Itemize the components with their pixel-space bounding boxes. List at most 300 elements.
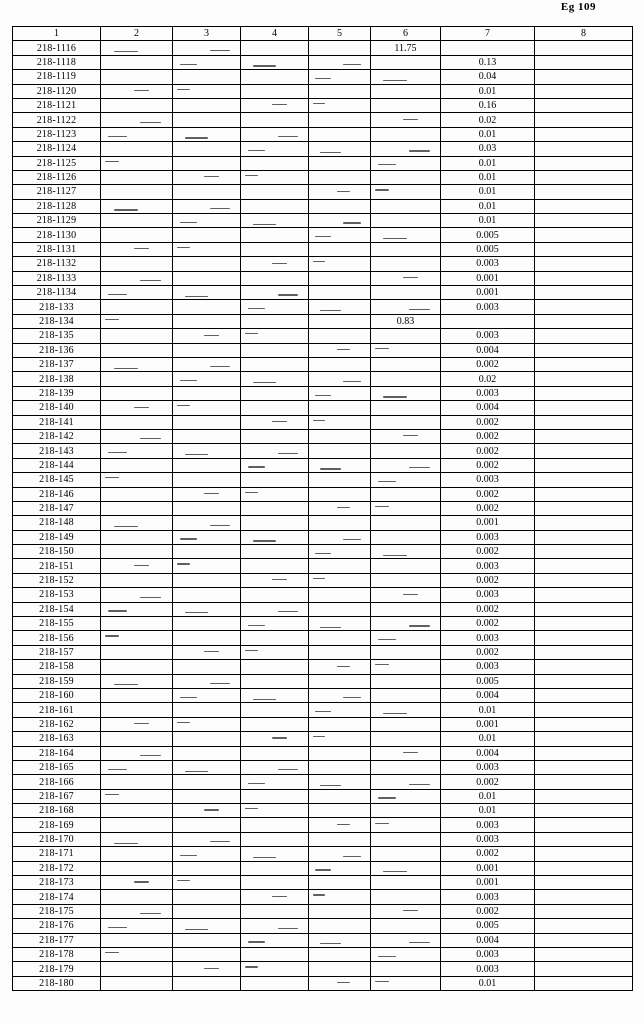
data-cell-col6 bbox=[371, 473, 441, 487]
data-cell-col2 bbox=[101, 660, 173, 674]
data-cell-col3 bbox=[173, 415, 241, 429]
data-cell-col4 bbox=[241, 602, 309, 616]
scan-artifact bbox=[383, 238, 406, 239]
data-cell-col7: 0.003 bbox=[441, 948, 535, 962]
data-cell-col3 bbox=[173, 746, 241, 760]
data-cell-col8 bbox=[535, 444, 633, 458]
scan-artifact bbox=[253, 540, 276, 541]
scan-artifact bbox=[315, 395, 331, 396]
data-cell-col7: 0.003 bbox=[441, 660, 535, 674]
scan-artifact bbox=[105, 319, 119, 320]
data-cell-col5 bbox=[309, 545, 371, 559]
data-cell-col8 bbox=[535, 919, 633, 933]
data-cell-col7: 0.003 bbox=[441, 760, 535, 774]
scan-artifact bbox=[375, 823, 389, 824]
table-row bbox=[13, 300, 633, 314]
data-cell-col5 bbox=[309, 588, 371, 602]
data-cell-col4 bbox=[241, 415, 309, 429]
scan-artifact bbox=[313, 261, 325, 262]
data-cell-col7: 0.002 bbox=[441, 775, 535, 789]
data-cell-col8 bbox=[535, 703, 633, 717]
data-cell-col5 bbox=[309, 890, 371, 904]
scan-artifact bbox=[140, 280, 161, 281]
scan-artifact bbox=[320, 310, 341, 311]
data-cell-col4 bbox=[241, 516, 309, 530]
data-cell-col2 bbox=[101, 775, 173, 789]
data-cell-col6 bbox=[371, 228, 441, 242]
scan-artifact bbox=[375, 506, 389, 507]
data-cell-col8 bbox=[535, 775, 633, 789]
table-row bbox=[13, 357, 633, 371]
table-row bbox=[13, 674, 633, 688]
data-cell-col6: 0.83 bbox=[371, 314, 441, 328]
data-cell-col3 bbox=[173, 473, 241, 487]
scan-artifact bbox=[245, 650, 258, 651]
data-cell-col5 bbox=[309, 645, 371, 659]
scan-artifact bbox=[378, 639, 396, 640]
row-id-cell: 218-170 bbox=[13, 832, 101, 846]
data-cell-col4 bbox=[241, 156, 309, 170]
data-cell-col6 bbox=[371, 156, 441, 170]
table-row bbox=[13, 501, 633, 515]
data-cell-col7: 0.001 bbox=[441, 717, 535, 731]
scan-artifact bbox=[409, 467, 430, 468]
scan-artifact bbox=[140, 122, 161, 123]
data-cell-col3 bbox=[173, 660, 241, 674]
scan-artifact bbox=[177, 722, 190, 723]
data-cell-col6 bbox=[371, 545, 441, 559]
scan-artifact bbox=[204, 493, 219, 494]
column-header-6: 6 bbox=[371, 27, 441, 41]
table-row bbox=[13, 257, 633, 271]
data-cell-col5 bbox=[309, 804, 371, 818]
row-id-cell: 218-1124 bbox=[13, 142, 101, 156]
data-cell-col5 bbox=[309, 185, 371, 199]
data-cell-col7: 0.003 bbox=[441, 559, 535, 573]
data-cell-col2 bbox=[101, 760, 173, 774]
data-cell-col3 bbox=[173, 242, 241, 256]
scan-artifact bbox=[337, 982, 350, 983]
data-cell-col3 bbox=[173, 372, 241, 386]
row-id-cell: 218-164 bbox=[13, 746, 101, 760]
row-id-cell: 218-1119 bbox=[13, 70, 101, 84]
data-cell-col5 bbox=[309, 156, 371, 170]
data-cell-col2 bbox=[101, 573, 173, 587]
data-cell-col7: 0.02 bbox=[441, 372, 535, 386]
data-cell-col2 bbox=[101, 688, 173, 702]
scan-artifact bbox=[108, 927, 126, 928]
data-cell-col8 bbox=[535, 818, 633, 832]
data-cell-col8 bbox=[535, 933, 633, 947]
data-cell-col5 bbox=[309, 660, 371, 674]
data-cell-col3 bbox=[173, 545, 241, 559]
data-cell-col4 bbox=[241, 545, 309, 559]
data-cell-col6 bbox=[371, 933, 441, 947]
table-row bbox=[13, 530, 633, 544]
data-cell-col7 bbox=[441, 41, 535, 55]
data-cell-col2 bbox=[101, 55, 173, 69]
scan-artifact bbox=[210, 50, 230, 51]
data-cell-col3 bbox=[173, 976, 241, 990]
data-cell-col3 bbox=[173, 962, 241, 976]
data-cell-col8 bbox=[535, 847, 633, 861]
scan-artifact bbox=[403, 435, 418, 436]
table-row bbox=[13, 516, 633, 530]
row-id-cell: 218-135 bbox=[13, 329, 101, 343]
scan-artifact bbox=[315, 78, 331, 79]
data-cell-col5 bbox=[309, 199, 371, 213]
table-row bbox=[13, 631, 633, 645]
table-row bbox=[13, 127, 633, 141]
data-cell-col2 bbox=[101, 732, 173, 746]
scan-artifact bbox=[278, 294, 298, 295]
scan-artifact bbox=[337, 824, 350, 825]
scan-artifact bbox=[278, 453, 298, 454]
table-row bbox=[13, 732, 633, 746]
data-cell-col3 bbox=[173, 904, 241, 918]
data-cell-col5 bbox=[309, 98, 371, 112]
table-body bbox=[13, 41, 633, 991]
data-cell-col5 bbox=[309, 473, 371, 487]
table-row bbox=[13, 444, 633, 458]
table-row bbox=[13, 156, 633, 170]
scan-artifact bbox=[108, 136, 126, 137]
data-cell-col5 bbox=[309, 228, 371, 242]
data-cell-col6 bbox=[371, 487, 441, 501]
data-cell-col7: 0.01 bbox=[441, 732, 535, 746]
scan-artifact bbox=[140, 755, 161, 756]
scan-artifact bbox=[210, 841, 230, 842]
data-cell-col5 bbox=[309, 559, 371, 573]
row-id-cell: 218-1125 bbox=[13, 156, 101, 170]
scan-artifact bbox=[114, 526, 138, 527]
data-cell-col4 bbox=[241, 314, 309, 328]
data-cell-col3 bbox=[173, 617, 241, 631]
scan-artifact bbox=[245, 808, 258, 809]
data-cell-col8 bbox=[535, 976, 633, 990]
data-cell-col2 bbox=[101, 228, 173, 242]
data-cell-col6 bbox=[371, 516, 441, 530]
scan-artifact bbox=[375, 981, 389, 982]
data-cell-col8 bbox=[535, 286, 633, 300]
data-cell-col3 bbox=[173, 156, 241, 170]
data-cell-col7: 0.001 bbox=[441, 876, 535, 890]
data-cell-col5 bbox=[309, 631, 371, 645]
data-cell-col7: 0.001 bbox=[441, 271, 535, 285]
scan-artifact bbox=[177, 405, 190, 406]
data-cell-col6 bbox=[371, 113, 441, 127]
data-cell-col5 bbox=[309, 976, 371, 990]
data-cell-col8 bbox=[535, 487, 633, 501]
scan-artifact bbox=[134, 248, 150, 249]
scan-artifact bbox=[180, 538, 197, 539]
data-cell-col7: 0.01 bbox=[441, 127, 535, 141]
data-cell-col8 bbox=[535, 473, 633, 487]
data-cell-col7: 0.002 bbox=[441, 545, 535, 559]
table-row bbox=[13, 746, 633, 760]
data-cell-col4 bbox=[241, 631, 309, 645]
data-cell-col6 bbox=[371, 688, 441, 702]
row-id-cell: 218-151 bbox=[13, 559, 101, 573]
scan-artifact bbox=[180, 855, 197, 856]
data-cell-col4 bbox=[241, 703, 309, 717]
data-cell-col3 bbox=[173, 703, 241, 717]
scan-artifact bbox=[134, 881, 150, 882]
scan-artifact bbox=[343, 856, 361, 857]
scan-artifact bbox=[108, 294, 126, 295]
data-cell-col4 bbox=[241, 401, 309, 415]
scan-artifact bbox=[140, 438, 161, 439]
data-cell-col5 bbox=[309, 876, 371, 890]
scan-artifact bbox=[185, 296, 208, 297]
table-row bbox=[13, 415, 633, 429]
scan-artifact bbox=[114, 684, 138, 685]
data-cell-col6 bbox=[371, 631, 441, 645]
data-cell-col3 bbox=[173, 876, 241, 890]
scan-artifact bbox=[204, 651, 219, 652]
row-id-cell: 218-147 bbox=[13, 501, 101, 515]
data-cell-col2 bbox=[101, 300, 173, 314]
data-cell-col8 bbox=[535, 329, 633, 343]
data-cell-col3 bbox=[173, 170, 241, 184]
data-cell-col6 bbox=[371, 242, 441, 256]
table-row bbox=[13, 573, 633, 587]
data-cell-col2 bbox=[101, 142, 173, 156]
data-cell-col7: 0.002 bbox=[441, 429, 535, 443]
data-cell-col6 bbox=[371, 904, 441, 918]
data-cell-col3 bbox=[173, 760, 241, 774]
data-cell-col4 bbox=[241, 228, 309, 242]
data-cell-col6 bbox=[371, 415, 441, 429]
data-cell-col5 bbox=[309, 861, 371, 875]
scan-artifact bbox=[403, 119, 418, 120]
data-cell-col8 bbox=[535, 343, 633, 357]
data-cell-col7 bbox=[441, 314, 535, 328]
data-cell-col5 bbox=[309, 271, 371, 285]
data-cell-col2 bbox=[101, 487, 173, 501]
scan-artifact bbox=[313, 894, 325, 895]
data-cell-col8 bbox=[535, 458, 633, 472]
data-cell-col3 bbox=[173, 185, 241, 199]
table-row bbox=[13, 329, 633, 343]
data-cell-col6 bbox=[371, 170, 441, 184]
data-cell-col2 bbox=[101, 832, 173, 846]
column-header-8: 8 bbox=[535, 27, 633, 41]
scan-artifact bbox=[375, 664, 389, 665]
data-cell-col3 bbox=[173, 314, 241, 328]
data-cell-col7: 0.03 bbox=[441, 142, 535, 156]
data-cell-col2 bbox=[101, 343, 173, 357]
row-id-cell: 218-1122 bbox=[13, 113, 101, 127]
data-cell-col7: 0.01 bbox=[441, 976, 535, 990]
data-cell-col5 bbox=[309, 617, 371, 631]
data-cell-col3 bbox=[173, 386, 241, 400]
data-cell-col2 bbox=[101, 933, 173, 947]
data-cell-col5 bbox=[309, 573, 371, 587]
data-cell-col8 bbox=[535, 257, 633, 271]
scan-artifact bbox=[248, 308, 265, 309]
scan-artifact bbox=[337, 666, 350, 667]
data-cell-col4 bbox=[241, 386, 309, 400]
data-cell-col4 bbox=[241, 473, 309, 487]
data-cell-col2 bbox=[101, 804, 173, 818]
data-cell-col2 bbox=[101, 861, 173, 875]
data-cell-col7: 0.004 bbox=[441, 343, 535, 357]
scan-artifact bbox=[108, 769, 126, 770]
data-cell-col3 bbox=[173, 98, 241, 112]
row-id-cell: 218-146 bbox=[13, 487, 101, 501]
data-cell-col4 bbox=[241, 775, 309, 789]
data-cell-col6 bbox=[371, 271, 441, 285]
data-cell-col4 bbox=[241, 617, 309, 631]
data-cell-col8 bbox=[535, 199, 633, 213]
table-row bbox=[13, 199, 633, 213]
data-cell-col8 bbox=[535, 156, 633, 170]
data-cell-col6 bbox=[371, 789, 441, 803]
row-id-cell: 218-172 bbox=[13, 861, 101, 875]
row-id-cell: 218-160 bbox=[13, 688, 101, 702]
data-cell-col3 bbox=[173, 717, 241, 731]
data-cell-col6 bbox=[371, 501, 441, 515]
data-cell-col5 bbox=[309, 703, 371, 717]
data-cell-col6 bbox=[371, 674, 441, 688]
row-id-cell: 218-148 bbox=[13, 516, 101, 530]
data-cell-col3 bbox=[173, 861, 241, 875]
row-id-cell: 218-141 bbox=[13, 415, 101, 429]
data-cell-col3 bbox=[173, 688, 241, 702]
data-cell-col5 bbox=[309, 329, 371, 343]
data-cell-col5 bbox=[309, 717, 371, 731]
data-cell-col7: 0.002 bbox=[441, 602, 535, 616]
data-cell-col7: 0.003 bbox=[441, 818, 535, 832]
data-cell-col8 bbox=[535, 588, 633, 602]
data-cell-col6 bbox=[371, 876, 441, 890]
row-id-cell: 218-144 bbox=[13, 458, 101, 472]
data-cell-col6 bbox=[371, 617, 441, 631]
data-cell-col4 bbox=[241, 588, 309, 602]
scan-artifact bbox=[313, 103, 325, 104]
data-cell-col6 bbox=[371, 84, 441, 98]
row-id-cell: 218-1132 bbox=[13, 257, 101, 271]
scan-artifact bbox=[253, 857, 276, 858]
row-id-cell: 218-177 bbox=[13, 933, 101, 947]
table-row bbox=[13, 660, 633, 674]
data-cell-col7: 0.004 bbox=[441, 933, 535, 947]
data-cell-col6 bbox=[371, 458, 441, 472]
data-cell-col3 bbox=[173, 674, 241, 688]
data-cell-col4 bbox=[241, 127, 309, 141]
data-cell-col5 bbox=[309, 516, 371, 530]
data-cell-col8 bbox=[535, 876, 633, 890]
data-cell-col4 bbox=[241, 257, 309, 271]
data-cell-col8 bbox=[535, 789, 633, 803]
data-cell-col6 bbox=[371, 357, 441, 371]
data-cell-col5 bbox=[309, 70, 371, 84]
data-cell-col8 bbox=[535, 170, 633, 184]
data-cell-col4 bbox=[241, 185, 309, 199]
data-cell-col3 bbox=[173, 429, 241, 443]
data-cell-col7: 0.13 bbox=[441, 55, 535, 69]
scan-artifact bbox=[204, 809, 219, 810]
data-cell-col4 bbox=[241, 876, 309, 890]
data-cell-col5 bbox=[309, 214, 371, 228]
data-cell-col4 bbox=[241, 732, 309, 746]
data-cell-col2 bbox=[101, 156, 173, 170]
scan-artifact bbox=[343, 64, 361, 65]
scan-artifact bbox=[378, 481, 396, 482]
data-cell-col3 bbox=[173, 919, 241, 933]
page-header: Eg 109 bbox=[560, 1, 596, 13]
scan-artifact bbox=[248, 150, 265, 151]
scan-artifact bbox=[210, 683, 230, 684]
scan-artifact bbox=[177, 563, 190, 564]
data-cell-col7: 0.01 bbox=[441, 170, 535, 184]
table-row bbox=[13, 861, 633, 875]
data-cell-col8 bbox=[535, 545, 633, 559]
scan-artifact bbox=[315, 236, 331, 237]
data-cell-col3 bbox=[173, 357, 241, 371]
row-id-cell: 218-157 bbox=[13, 645, 101, 659]
data-cell-col8 bbox=[535, 314, 633, 328]
data-cell-col5 bbox=[309, 487, 371, 501]
row-id-cell: 218-1127 bbox=[13, 185, 101, 199]
data-cell-col5 bbox=[309, 386, 371, 400]
data-cell-col6 bbox=[371, 530, 441, 544]
data-cell-col2 bbox=[101, 631, 173, 645]
data-cell-col2 bbox=[101, 617, 173, 631]
column-header-5: 5 bbox=[309, 27, 371, 41]
data-cell-col8 bbox=[535, 717, 633, 731]
scan-artifact bbox=[343, 222, 361, 223]
row-id-cell: 218-1120 bbox=[13, 84, 101, 98]
data-cell-col5 bbox=[309, 257, 371, 271]
scan-artifact bbox=[180, 697, 197, 698]
scan-artifact bbox=[378, 797, 396, 798]
data-cell-col8 bbox=[535, 602, 633, 616]
row-id-cell: 218-169 bbox=[13, 818, 101, 832]
row-id-cell: 218-136 bbox=[13, 343, 101, 357]
data-cell-col4 bbox=[241, 429, 309, 443]
data-cell-col2 bbox=[101, 429, 173, 443]
data-cell-col7: 0.003 bbox=[441, 300, 535, 314]
scan-artifact bbox=[114, 843, 138, 844]
data-cell-col3 bbox=[173, 142, 241, 156]
data-cell-col4 bbox=[241, 904, 309, 918]
data-cell-col2 bbox=[101, 962, 173, 976]
data-cell-col4 bbox=[241, 948, 309, 962]
data-cell-col5 bbox=[309, 775, 371, 789]
data-cell-col3 bbox=[173, 444, 241, 458]
table-row bbox=[13, 760, 633, 774]
scan-artifact bbox=[245, 175, 258, 176]
scan-artifact bbox=[278, 136, 298, 137]
scan-artifact bbox=[177, 89, 190, 90]
data-cell-col4 bbox=[241, 242, 309, 256]
data-cell-col2 bbox=[101, 473, 173, 487]
data-cell-col7: 0.004 bbox=[441, 401, 535, 415]
data-cell-col5 bbox=[309, 300, 371, 314]
data-cell-col2 bbox=[101, 185, 173, 199]
data-cell-col6: 11.75 bbox=[371, 41, 441, 55]
data-cell-col8 bbox=[535, 904, 633, 918]
data-cell-col3 bbox=[173, 573, 241, 587]
data-cell-col8 bbox=[535, 516, 633, 530]
data-cell-col5 bbox=[309, 41, 371, 55]
data-cell-col2 bbox=[101, 242, 173, 256]
data-cell-col3 bbox=[173, 271, 241, 285]
data-cell-col6 bbox=[371, 214, 441, 228]
row-id-cell: 218-180 bbox=[13, 976, 101, 990]
